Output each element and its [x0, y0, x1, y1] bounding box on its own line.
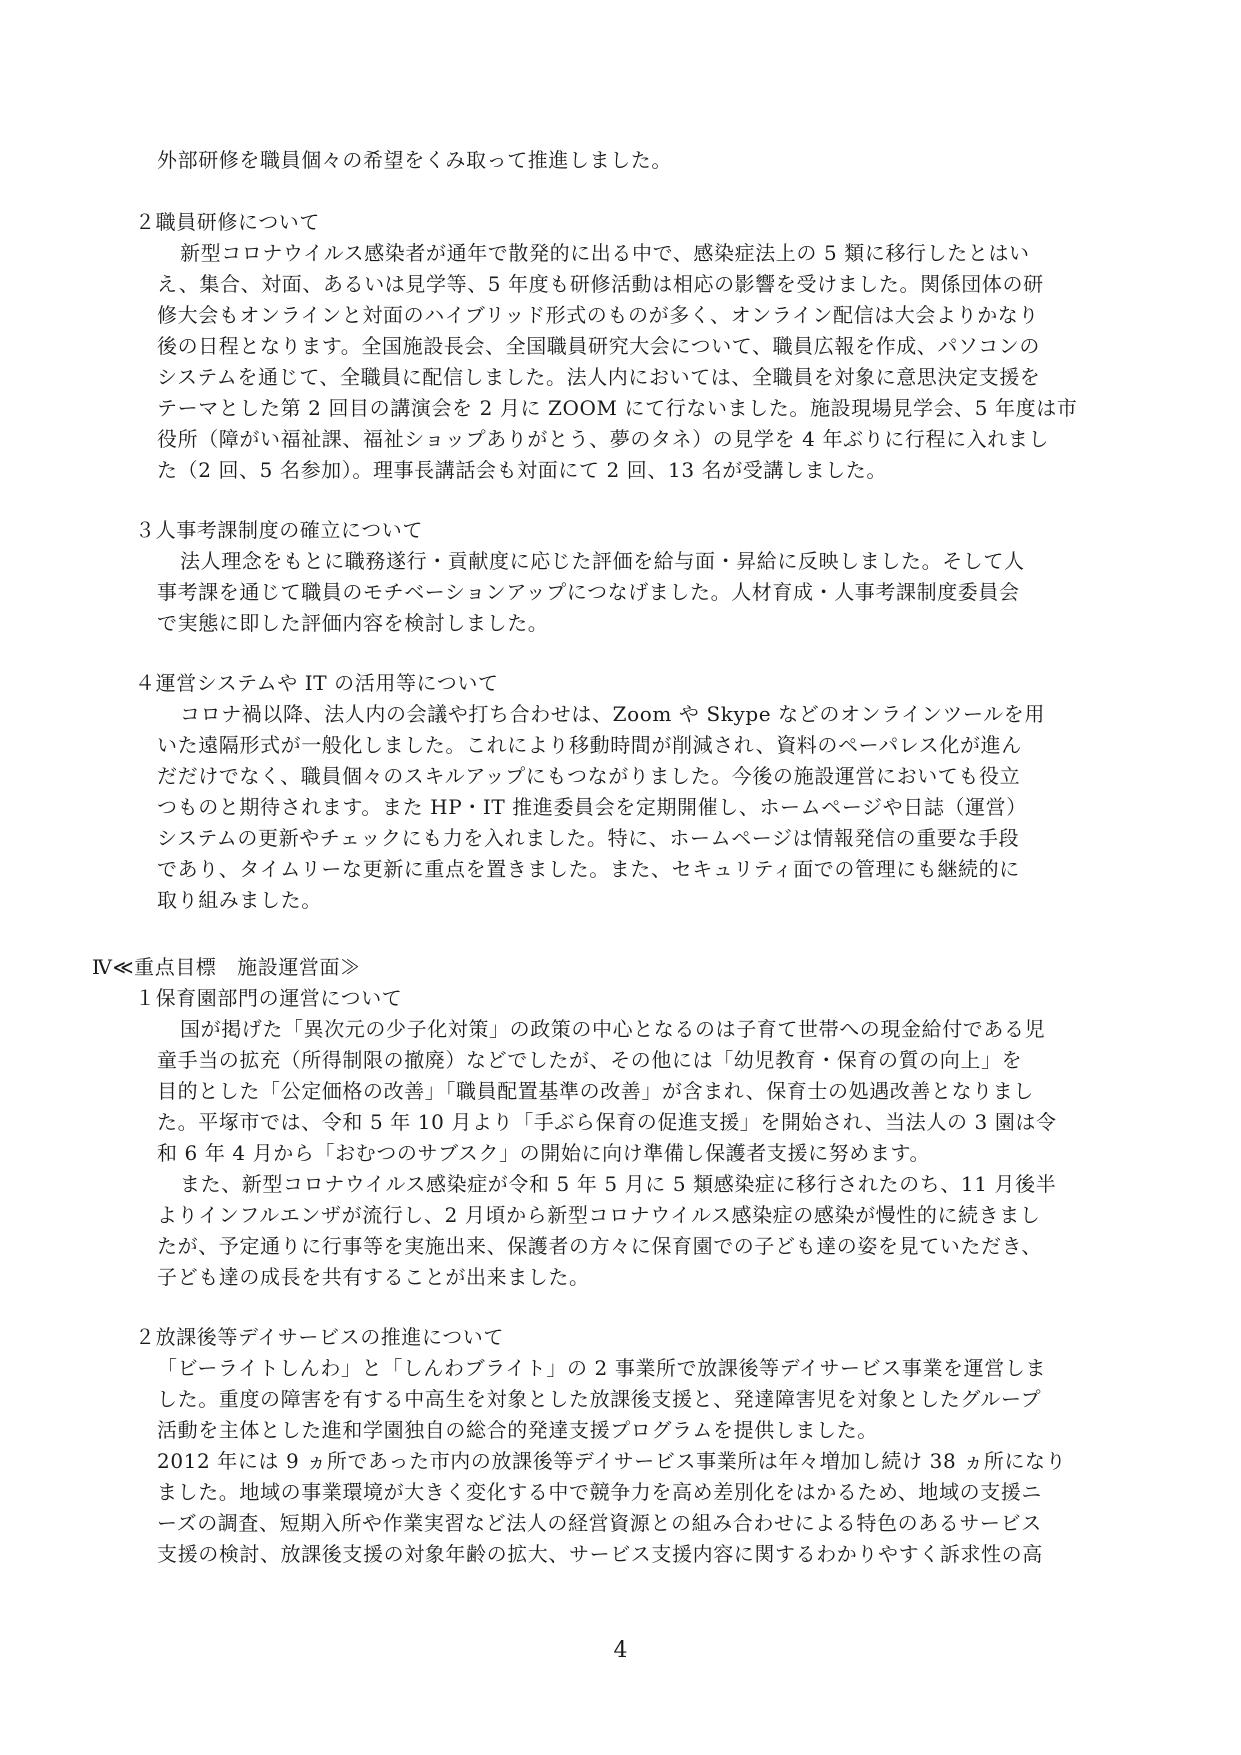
text-line: システムを通じて、全職員に配信しました。法人内においては、全職員を対象に意思決定支援を	[157, 365, 1041, 389]
text-line: であり、タイムリーな更新に重点を置きました。また、セキュリティ面での管理にも継続的に	[157, 857, 1020, 881]
section-heading: ２放課後等デイサービスの推進について	[135, 1325, 504, 1349]
text-line: た（2 回、5 名参加）。理事長講話会も対面にて 2 回、13 名が受講しました。	[157, 458, 888, 482]
text-line: 外部研修を職員個々の希望をくみ取って推進しました。	[157, 148, 672, 172]
text-line: 2012 年には 9 ヵ所であった市内の放課後等デイサービス事業所は年々増加し続け 38 ヵ所になり	[157, 1449, 1067, 1473]
text-line: コロナ禍以降、法人内の会議や打ち合わせは、Zoom や Skype などのオンラインツールを用	[180, 702, 1045, 726]
section-heading: ２職員研修について	[135, 210, 320, 234]
text-line: 取り組みました。	[157, 888, 322, 912]
text-line: たが、予定通りに行事等を実施出来、保護者の方々に保育園での子ども達の姿を見ていただき、	[157, 1234, 1042, 1258]
text-line: 法人理念をもとに職務遂行・貢献度に応じた評価を給与面・昇給に反映しました。そして人	[180, 549, 1025, 573]
text-line: ーズの調査、短期入所や作業実習など法人の経営資源との組み合わせによる特色のあるサービス	[157, 1511, 1042, 1535]
text-line: で実態に即した評価内容を検討しました。	[157, 611, 549, 635]
chapter-heading: Ⅳ≪重点目標 施設運営面≫	[92, 955, 361, 979]
page-number: 4	[613, 1638, 628, 1663]
text-line: 事考課を通じて職員のモチベーションアップにつなげました。人材育成・人事考課制度委員会	[157, 580, 1020, 604]
section-heading: １保育園部門の運営について	[135, 986, 403, 1010]
section-heading: ３人事考課制度の確立について	[135, 518, 423, 542]
text-line: テーマとした第 2 回目の講演会を 2 月に ZOOM にて行ないました。施設現場見学会、5 年度は市	[157, 396, 1078, 420]
text-line: システムの更新やチェックにも力を入れました。特に、ホームページは情報発信の重要な手段	[157, 826, 1020, 850]
text-line: 修大会もオンラインと対面のハイブリッド形式のものが多く、オンライン配信は大会よりかなり	[157, 303, 1039, 327]
text-line: 後の日程となります。全国施設長会、全国職員研究大会について、職員広報を作成、パソコンの	[157, 334, 1040, 358]
text-line: つものと期待されます。また HP・IT 推進委員会を定期開催し、ホームページや日誌（運営）	[157, 795, 1027, 819]
text-line: また、新型コロナウイルス感染症が令和 5 年 5 月に 5 類感染症に移行されたのち、11 月後半	[180, 1172, 1057, 1196]
text-line: た。平塚市では、令和 5 年 10 月より「手ぶら保育の促進支援」を開始され、当法人の 3 園は令	[157, 1110, 1057, 1134]
text-line: え、集合、対面、あるいは見学等、5 年度も研修活動は相応の影響を受けました。関係団体の研	[157, 272, 1044, 296]
text-line: 支援の検討、放課後支援の対象年齢の拡大、サービス支援内容に関するわかりやすく訴求性の高	[157, 1542, 1043, 1566]
text-line: 「ビーライトしんわ」と「しんわブライト」の 2 事業所で放課後等デイサービス事業を運営しま	[157, 1356, 1047, 1380]
text-line: 活動を主体とした進和学園独自の総合的発達支援プログラムを提供しました。	[157, 1418, 878, 1442]
text-line: ました。地域の事業環境が大きく変化する中で競争力を高め差別化をはかるため、地域の支援ニ	[157, 1480, 1042, 1504]
text-line: いた遠隔形式が一般化しました。これにより移動時間が削減され、資料のペーパレス化が進ん	[157, 733, 1022, 757]
text-line: だだけでなく、職員個々のスキルアップにもつながりました。今後の施設運営においても役立	[157, 764, 1021, 788]
text-line: 子ども達の成長を共有することが出来ました。	[157, 1265, 590, 1289]
text-line: 役所（障がい福祉課、福祉ショップありがとう、夢のタネ）の見学を 4 年ぶりに行程に入れまし	[157, 427, 1050, 451]
section-heading: ４運営システムや IT の活用等について	[135, 671, 499, 695]
text-line: 目的とした「公定価格の改善」「職員配置基準の改善」が含まれ、保育士の処遇改善となりまし	[157, 1079, 1034, 1103]
text-line: 国が掲げた「異次元の少子化対策」の政策の中心となるのは子育て世帯への現金給付である児	[180, 1017, 1046, 1041]
text-line: 和 6 年 4 月から「おむつのサブスク」の開始に向け準備し保護者支援に努めます。	[157, 1141, 931, 1165]
text-line: 新型コロナウイルス感染者が通年で散発的に出る中で、感染症法上の 5 類に移行したとはい	[180, 241, 1030, 265]
text-line: よりインフルエンザが流行し、2 月頃から新型コロナウイルス感染症の感染が慢性的に続きまし	[157, 1203, 1041, 1227]
text-line: した。重度の障害を有する中高生を対象とした放課後支援と、発達障害児を対象としたグループ	[157, 1387, 1042, 1411]
text-line: 童手当の拡充（所得制限の撤廃）などでしたが、その他には「幼児教育・保育の質の向上」を	[157, 1048, 1023, 1072]
